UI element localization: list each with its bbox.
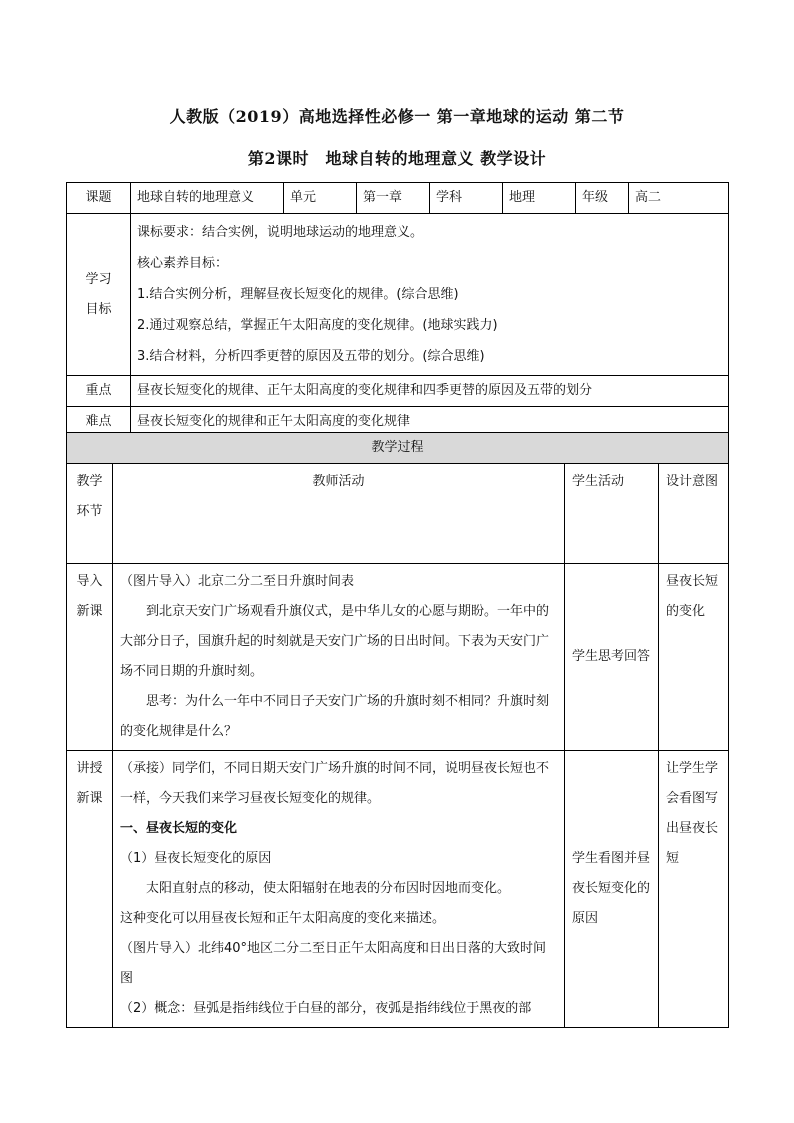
difficulty-value: 昼夜长短变化的规律和正午太阳高度的变化规律 [131,407,729,438]
objectives-label: 学习 目标 [67,214,131,376]
design-intent: 让学生学会看图写出昼夜长短 [659,751,729,1028]
info-row-topic [67,183,729,214]
unit-value: 第一章 [357,183,430,214]
paragraph: 思考：为什么一年中不同日子天安门广场的升旗时刻不相同？升旗时刻的变化规律是什么？ [120,694,550,739]
objective-line: 1.结合实例分析，理解昼夜长短变化的规律。(综合思维) [137,287,459,302]
paragraph: 到北京天安门广场观看升旗仪式，是中华儿女的心愿与期盼。一年中的大部分日子，国旗升起的时刻就是天安门广场的日出时间。下表为天安门广场不同日期的升旗时刻。 [120,604,550,679]
grade-label: 年级 [576,183,629,214]
col-intent-header: 设计意图 [659,464,729,564]
paragraph: （图片导入）北京二分二至日升旗时间表 [120,574,355,589]
teaching-process-table [66,432,729,1028]
objective-line: 3.结合材料，分析四季更替的原因及五带的划分。(综合思维) [137,349,485,364]
objective-line: 2.通过观察总结，掌握正午太阳高度的变化规律。(地球实践力) [137,318,498,333]
teacher-activity [113,564,565,751]
key-points-value: 昼夜长短变化的规律、正午太阳高度的变化规律和四季更替的原因及五带的划分 [131,376,729,407]
subject-label: 学科 [430,183,503,214]
col-stage-header: 教学 环节 [67,464,113,564]
topic-label: 课题 [67,183,131,214]
paragraph: （图片导入）北纬40°地区二分二至日正午太阳高度和日出日落的大致时间图 [120,941,547,986]
objectives-content [131,214,729,376]
info-row-objectives [67,214,729,376]
subject-value: 地理 [503,183,576,214]
lesson-info-table [66,182,729,438]
process-column-headers [67,464,729,564]
topic-value: 地球自转的地理意义 [131,183,284,214]
grade-value: 高二 [629,183,729,214]
process-heading: 教学过程 [67,433,729,464]
document-title: 人教版（2019）高地选择性必修一 第一章地球的运动 第二节 [169,107,625,126]
paragraph: （承接）同学们，不同日期天安门广场升旗的时间不同，说明昼夜长短也不一样，今天我们来学习昼夜长短变化的规律。 [120,761,550,806]
paragraph: 这种变化可以用昼夜长短和正午太阳高度的变化来描述。 [120,911,446,926]
unit-label: 单元 [284,183,357,214]
col-student-header: 学生活动 [565,464,659,564]
document-subtitle: 第2课时 地球自转的地理意义 教学设计 [247,149,547,168]
col-teacher-header: 教师活动 [113,464,565,564]
student-activity: 学生思考回答 [565,564,659,751]
paragraph: （1）昼夜长短变化的原因 [120,851,272,866]
stage-cell: 导入 新课 [67,564,113,751]
table-row [67,751,729,1028]
stage-cell: 讲授 新课 [67,751,113,1028]
paragraph: （2）概念：昼弧是指纬线位于白昼的部分，夜弧是指纬线位于黑夜的部 [120,1001,532,1016]
section-heading: 一、昼夜长短的变化 [120,821,238,836]
process-heading-row [67,433,729,464]
design-intent: 昼夜长短的变化 [659,564,729,751]
info-row-key-points [67,376,729,407]
objective-line: 核心素养目标： [137,256,229,271]
paragraph: 太阳直射点的移动，使太阳辐射在地表的分布因时因地而变化。 [146,881,511,896]
objective-line: 课标要求：结合实例，说明地球运动的地理意义。 [137,225,424,240]
key-points-label: 重点 [67,376,131,407]
difficulty-label: 难点 [67,407,131,438]
student-activity: 学生看图并昼夜长短变化的原因 [565,751,659,1028]
teacher-activity [113,751,565,1028]
table-row [67,564,729,751]
